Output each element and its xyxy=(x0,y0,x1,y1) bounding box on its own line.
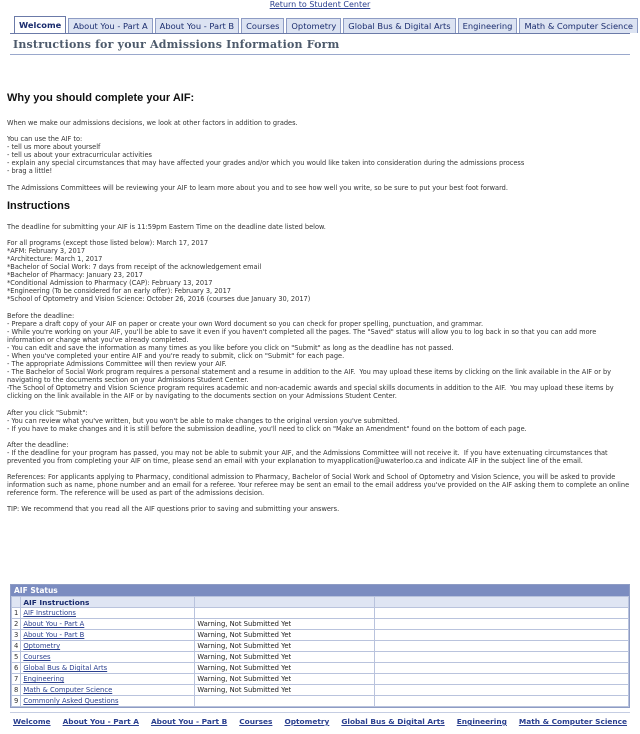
table-row xyxy=(12,674,629,685)
list-item: - tell us about your extracurricular activities xyxy=(7,151,152,160)
deadline-note: The deadline for submitting your AIF is 11:59pm Eastern Time on the deadline date listed below. xyxy=(7,222,326,231)
section-link-engineering[interactable]: Engineering xyxy=(23,675,65,683)
aif-status-panel xyxy=(10,584,630,708)
status-text: Warning, Not Submitted Yet xyxy=(195,685,375,696)
deadline-date: *Architecture: March 1, 2017 xyxy=(7,254,103,263)
status-text: Warning, Not Submitted Yet xyxy=(195,619,375,630)
status-text: Warning, Not Submitted Yet xyxy=(195,641,375,652)
table-row xyxy=(12,663,629,674)
table-row xyxy=(12,696,629,707)
bottom-nav-welcome[interactable]: Welcome xyxy=(12,717,51,726)
status-text: Warning, Not Submitted Yet xyxy=(195,630,375,641)
row-number: 5 xyxy=(12,652,21,663)
deadline-date: *Engineering (To be considered for an early offer): February 3, 2017 xyxy=(7,287,231,296)
aif-uses-intro: You can use the AIF to: xyxy=(7,135,83,144)
status-text: Warning, Not Submitted Yet xyxy=(195,663,375,674)
committee-note: The Admissions Committees will be reviewing your AIF to learn more about you and to see how well you write, so be sure to put your best foot forward. xyxy=(7,183,508,192)
list-item: - You can review what you've written, but you won't be able to make changes to the original version you've submitted. xyxy=(7,416,400,425)
table-row xyxy=(12,608,629,619)
bottom-divider xyxy=(10,712,630,713)
tab-bar xyxy=(14,16,640,33)
table-row xyxy=(12,630,629,641)
list-item: - If you have to make changes and it is still before the submission deadline, you'll need to click on "Make an Amendment" found on the bottom of each page. xyxy=(7,424,527,433)
row-number: 3 xyxy=(12,630,21,641)
table-row xyxy=(12,619,629,630)
table-row xyxy=(12,652,629,663)
after-submit-section xyxy=(7,409,633,433)
list-item: - tell us more about yourself xyxy=(7,143,101,152)
why-intro: When we make our admissions decisions, we look at other factors in addition to grades. xyxy=(7,119,298,127)
tab-about-you-part-b[interactable]: About You - Part B xyxy=(155,18,239,33)
section-link-about-you-part-a[interactable]: About You - Part A xyxy=(23,620,85,628)
list-item: - explain any special circumstances that may have affected your grades and/or which you would like taken into consideration during the admissions process xyxy=(7,159,525,168)
instructions-heading: Instructions xyxy=(7,199,70,212)
status-text xyxy=(195,608,375,619)
section-link-aif-instructions[interactable]: AIF Instructions xyxy=(23,609,76,617)
section-link-courses[interactable]: Courses xyxy=(23,653,51,661)
title-bar xyxy=(10,33,630,55)
references-note: References: For applicants applying to Pharmacy, conditional admission to Pharmacy, Bachelor of Social Work and School of Optometry and Vision Science, you will be asked to provide information such as name, phone number and an email for a referee. Your referee may be sent an email to the email address you've provided on the AIF asking them to complete an online reference form. The reference will be used as part of the admissions decision. xyxy=(7,473,630,498)
row-number: 6 xyxy=(12,663,21,674)
deadline-date: *Bachelor of Social Work: 7 days from receipt of the acknowledgement email xyxy=(7,263,262,272)
section-link-global-bus-and-digital-arts[interactable]: Global Bus & Digital Arts xyxy=(23,664,108,672)
bottom-nav-engineering[interactable]: Engineering xyxy=(456,717,507,726)
main-content xyxy=(7,92,633,521)
after-deadline-section xyxy=(7,441,633,465)
tab-welcome[interactable]: Welcome xyxy=(14,16,66,33)
deadline-date: *AFM: February 3, 2017 xyxy=(7,246,86,255)
section-link-optometry[interactable]: Optometry xyxy=(23,642,61,650)
before-deadline-section xyxy=(7,312,633,401)
row-number: 8 xyxy=(12,685,21,696)
list-item: - When you've completed your entire AIF and you're ready to submit, click on "Submit" for each page. xyxy=(7,351,345,360)
status-text xyxy=(195,696,375,707)
table-subheader xyxy=(12,597,629,608)
bottom-nav-math-and-computer-science[interactable]: Math & Computer Science xyxy=(518,717,628,726)
list-item: -The School of Optometry and Vision Science program requires academic and non-academic awards and special skills documents in addition to the AIF. You may upload these items by clicking on the link available in the AIF or by navigating to the documents section on your Admissions Student Center. xyxy=(7,384,616,401)
list-item: - brag a little! xyxy=(7,167,53,176)
bottom-nav-global-bus-and-digital-arts[interactable]: Global Bus & Digital Arts xyxy=(341,717,445,726)
aif-status-title: AIF Status xyxy=(11,585,629,596)
tip-note: TIP: We recommend that you read all the AIF questions prior to saving and submitting your answers. xyxy=(7,505,340,514)
bottom-nav-about-you-part-b[interactable]: About You - Part B xyxy=(150,717,228,726)
why-heading: Why you should complete your AIF: xyxy=(7,92,195,104)
tab-about-you-part-a[interactable]: About You - Part A xyxy=(68,18,152,33)
top-link-bar xyxy=(0,0,640,9)
section-link-commonly-asked-questions[interactable]: Commonly Asked Questions xyxy=(23,697,119,705)
bottom-nav xyxy=(0,717,640,731)
table-row xyxy=(12,641,629,652)
list-item: - Prepare a draft copy of your AIF on paper or create your own Word document so you can check for proper spelling, punctuation, and grammar. xyxy=(7,319,484,328)
section-label: After you click "Submit": xyxy=(7,408,88,417)
deadline-date: For all programs (except those listed below): March 17, 2017 xyxy=(7,238,209,247)
list-item: - While you're working on your AIF, you'll be able to save it even if you haven't completed all the pages. The "Saved" status will allow you to log back in so that you can add more information or change what you've already completed. xyxy=(7,327,599,344)
bottom-nav-about-you-part-a[interactable]: About You - Part A xyxy=(62,717,139,726)
table-row xyxy=(12,685,629,696)
deadline-date: *Conditional Admission to Pharmacy (CAP): February 13, 2017 xyxy=(7,279,213,288)
status-text: Warning, Not Submitted Yet xyxy=(195,674,375,685)
row-number: 9 xyxy=(12,696,21,707)
aif-uses-list xyxy=(7,135,633,175)
aif-instructions-subheading: AIF Instructions xyxy=(21,597,195,608)
section-label: After the deadline: xyxy=(7,440,69,449)
deadline-dates xyxy=(7,239,633,304)
tab-global-bus-and-digital-arts[interactable]: Global Bus & Digital Arts xyxy=(343,18,455,33)
deadline-date: *Bachelor of Pharmacy: January 23, 2017 xyxy=(7,271,143,280)
aif-status-table xyxy=(11,596,629,707)
row-number: 2 xyxy=(12,619,21,630)
row-number: 1 xyxy=(12,608,21,619)
tab-math-and-computer-science[interactable]: Math & Computer Science xyxy=(519,18,638,33)
tab-courses[interactable]: Courses xyxy=(241,18,284,33)
list-item: - If the deadline for your program has passed, you may not be able to submit your AIF, and the Admissions Committee will not receive it. If you have extenuating circumstances that prevented you from completing your AIF on time, please send an email with your explanation to myapplication@uwaterloo.ca and indicate AIF in the subject line of the email. xyxy=(7,448,610,465)
bottom-nav-optometry[interactable]: Optometry xyxy=(284,717,330,726)
deadline-date: *School of Optometry and Vision Science: October 26, 2016 (courses due January 30, 2017) xyxy=(7,295,311,304)
section-label: Before the deadline: xyxy=(7,311,75,320)
page-title: Instructions for your Admissions Information Form xyxy=(13,38,340,51)
section-link-about-you-part-b[interactable]: About You - Part B xyxy=(23,631,85,639)
bottom-nav-courses[interactable]: Courses xyxy=(239,717,273,726)
tab-optometry[interactable]: Optometry xyxy=(286,18,341,33)
list-item: - The appropriate Admissions Committee will then review your AIF. xyxy=(7,360,227,369)
row-number: 7 xyxy=(12,674,21,685)
section-link-math-and-computer-science[interactable]: Math & Computer Science xyxy=(23,686,113,694)
row-number: 4 xyxy=(12,641,21,652)
return-to-student-center-link[interactable]: Return to Student Center xyxy=(269,0,371,9)
list-item: - The Bachelor of Social Work program requires a personal statement and a resume in addition to the AIF. You may upload these items by clicking on the link available in the AIF or by navigating to the documents section on your Admissions Student Center. xyxy=(7,368,614,385)
list-item: - You can edit and save the information as many times as you like before you click on "Submit" as long as the deadline has not passed. xyxy=(7,343,454,352)
tab-engineering[interactable]: Engineering xyxy=(458,18,518,33)
status-text: Warning, Not Submitted Yet xyxy=(195,652,375,663)
